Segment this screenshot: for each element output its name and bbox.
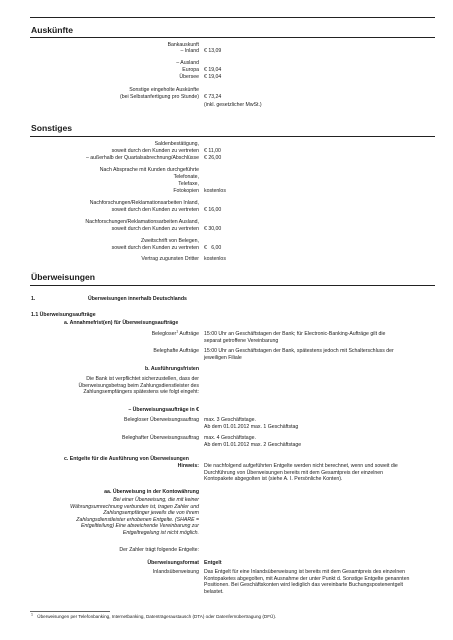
top-rule bbox=[30, 17, 435, 18]
fee-row-value: € 11,00 bbox=[204, 148, 221, 154]
fee-row-value: € 16,00 bbox=[204, 207, 222, 213]
ausland-label: – Ausland bbox=[176, 60, 199, 66]
aa-zahler-text: Der Zahler trägt folgende Entgelte: bbox=[119, 547, 199, 553]
footnote-text: Überweisungen per Telefonbanking, Internetbanking, Datenträgeraustausch (DTA) oder Datenfernübertragung (DFÜ). bbox=[37, 614, 277, 619]
b-row1-line1: max. 3 Geschäftstage. bbox=[204, 417, 256, 423]
uebersee-value: € 19,04 bbox=[204, 74, 222, 80]
b-intro-text: Die Bank ist verpflichtet sicherzustellen, dass der Überweisungsbetrag beim Zahlungsdienstleister des Zahlungsempfängers spätestens wie folgt eingeht: bbox=[78, 376, 199, 396]
c-hinweis-label: Hinweis: bbox=[177, 463, 199, 469]
fee-row-label: soweit durch den Kunden zu vertreten bbox=[111, 226, 199, 232]
fee-row-label: Telefaxe, bbox=[178, 181, 199, 187]
a-row1-text: 15:00 Uhr an Geschäftstagen der Bank; für Electronic-Banking-Aufträge gilt die separat getroffene Vereinbarung bbox=[204, 331, 386, 344]
sonstige-auskuenfte-label-2: (bei Selbstanfertigung pro Stunde) bbox=[119, 94, 199, 100]
fee-row-label: soweit durch den Kunden zu vertreten bbox=[111, 245, 199, 251]
sonstige-auskuenfte-label-1: Sonstige eingeholte Auskünfte bbox=[129, 87, 199, 93]
fee-row-label: Saldenbestätigung, bbox=[154, 141, 199, 147]
inland-value: € 13,09 bbox=[204, 48, 222, 54]
section-number-1: 1. bbox=[31, 296, 36, 302]
subsection-title-aa: aa. Überweisung in der Kontowährung bbox=[104, 489, 199, 495]
a-row2-label: Beleghafte Aufträge bbox=[153, 348, 199, 354]
b-row2-line1: max. 4 Geschäftstage. bbox=[204, 435, 256, 441]
b-row2-label: Beleghafter Überweisungsauftrag bbox=[122, 435, 199, 441]
bankauskunft-label: Bankauskunft bbox=[167, 42, 199, 48]
aa-text: Bei einer Überweisung, die mit keiner Währungsumrechnung verbunden ist, tragen Zahler und Zahlungsempfänger jeweils die von ihrem Zahlungsdienstleister erhobenen Entgelte. (SHARE = Entgeltteilung) Eine abweichende Vereinbarung zur Entgeltregelung ist nicht möglich. bbox=[70, 497, 199, 536]
fee-row-value: € 6,00 bbox=[204, 245, 222, 251]
subsection-title-b: b. Ausführungsfristen bbox=[145, 366, 199, 372]
fee-row-label: Nach Absprache mit Kunden durchgeführte bbox=[99, 167, 199, 173]
b-row1-line2: Ab dem 01.01.2012 max. 1 Geschäftstag bbox=[204, 424, 299, 430]
fee-row-label: soweit durch den Kunden zu vertreten bbox=[111, 207, 199, 213]
heading-underline-ueberweisungen bbox=[30, 285, 435, 286]
inlandsueberweisung-label: Inlandsüberweisung bbox=[152, 569, 199, 575]
table-header-entgelt: Entgelt bbox=[204, 560, 222, 566]
fee-row-label: soweit durch den Kunden zu vertreten bbox=[111, 148, 199, 154]
fee-row-label: Vertrag zugunsten Dritter bbox=[141, 256, 199, 262]
footnote-number: 1 bbox=[31, 612, 33, 617]
heading-underline-auskuenfte bbox=[30, 37, 435, 38]
b-subheading-eur: – Überweisungsaufträge in € bbox=[128, 407, 199, 413]
section-title-1: Überweisungen innerhalb Deutschlands bbox=[88, 296, 187, 302]
inlandsueberweisung-text: Das Entgelt für eine Inlandsüberweisung ist bereits mit dem Gesamtpreis des einzelnen Kontopaketes abgegolten, mit Ausnahme der unter Punkt d. Sonstige Entgelte genannten Positionen. Bei Geschäftskonten wird lediglich das vereinbarte Buchungspostenentgelt belastet. bbox=[204, 569, 410, 595]
footnote bbox=[31, 614, 276, 621]
section-heading-sonstiges: Sonstiges bbox=[31, 123, 73, 133]
fee-row-label: Zweitschrift von Belegen, bbox=[141, 238, 199, 244]
sonstige-auskuenfte-value: € 73,24 bbox=[204, 94, 222, 100]
footnote-rule bbox=[30, 611, 110, 612]
fee-row-value: € 30,00 bbox=[204, 226, 222, 232]
inland-label: – Inland bbox=[180, 48, 199, 54]
table-header-format: Überweisungsformat bbox=[147, 560, 199, 566]
a-row1-label: Belegloser$^1$ Aufträge bbox=[151, 329, 199, 337]
b-row2-line2: Ab dem 01.01.2012 max. 2 Geschäftstage bbox=[204, 442, 302, 448]
fee-row-value: kostenlos bbox=[204, 188, 226, 194]
fee-row-label: Fotokopien bbox=[173, 188, 199, 194]
fee-row-label: Nachforschungen/Reklamationsarbeiten Ausland, bbox=[85, 219, 199, 225]
section-title-1-1: 1.1 Überweisungsaufträge bbox=[31, 312, 96, 318]
b-row1-label: Belegloser Überweisungsauftrag bbox=[124, 417, 199, 423]
subsection-title-a: a. Annahmefrist(en) für Überweisungsaufträge bbox=[64, 320, 179, 326]
fee-row-label: Telefonate, bbox=[173, 174, 199, 180]
mwst-note: (inkl. gesetzlicher MwSt.) bbox=[204, 102, 262, 108]
a-row2-text: 15:00 Uhr an Geschäftstagen der Bank, spätestens jedoch mit Schalterschluss der jeweiligen Filiale bbox=[204, 348, 394, 361]
europa-value: € 19,04 bbox=[204, 67, 222, 73]
fee-row-label: – außerhalb der Quartalsabrechnung/Abschlüsse bbox=[85, 155, 199, 161]
fee-row-value: kostenlos bbox=[204, 256, 226, 262]
c-hinweis-text: Die nachfolgend aufgeführten Entgelte werden nicht berechnet, wenn und soweit die Durchführung von Überweisungen bereits mit dem Gesamtpreis der einzelnen Kontopakete abgegolten ist (siehe A. I. Persönliche Konten). bbox=[204, 463, 398, 483]
section-heading-auskuenfte: Auskünfte bbox=[31, 25, 74, 35]
subsection-title-c: c. Entgelte für die Ausführung von Überweisungen bbox=[64, 456, 189, 462]
section-heading-ueberweisungen: Überweisungen bbox=[31, 272, 95, 282]
uebersee-label: Übersee bbox=[179, 74, 199, 80]
europa-label: Europa bbox=[182, 67, 199, 73]
heading-underline-sonstiges bbox=[30, 136, 435, 137]
fee-row-label: Nachforschungen/Reklamationsarbeiten Inland, bbox=[89, 200, 199, 206]
fee-row-value: € 26,00 bbox=[204, 155, 222, 161]
